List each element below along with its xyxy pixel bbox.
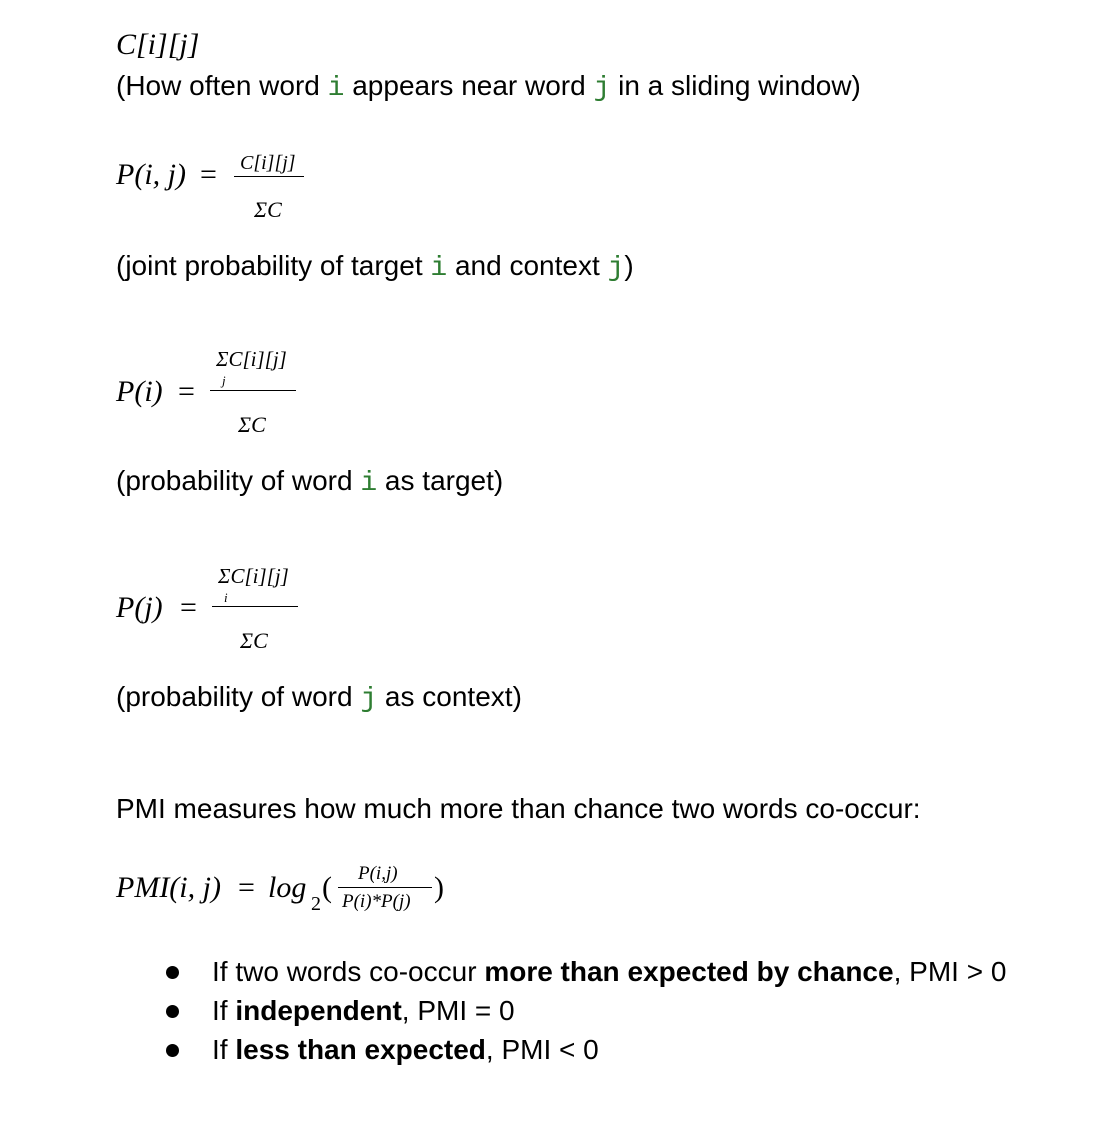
marginal-j-fraction-bar [212,606,298,607]
var-j: j [607,253,625,284]
marginal-j-equals: = [180,591,197,624]
var-j: j [593,73,611,104]
var-j: j [360,684,378,715]
marginal-i-equals: = [178,375,195,408]
pmi-close-paren: ) [434,871,444,904]
marginal-i-fraction-bar [210,390,296,391]
pmi-open-paren: ( [322,871,332,904]
pmi-denominator: P(i)*P(j) [342,891,411,912]
marginal-i-numerator: ΣC[i][j] [216,347,287,371]
list-item: If two words co-occur more than expected by chance, PMI > 0 [212,956,1007,987]
pmi-log-base: 2 [311,893,321,915]
pmi-numerator: P(i,j) [358,863,398,884]
marginal-j-sum-index: i [224,590,228,605]
bullet-dot [166,966,179,979]
var-i: i [360,468,378,499]
var-i: i [430,253,448,284]
joint-fraction-bar [234,176,304,177]
joint-lhs: P(i, j) [116,158,186,191]
bullet-dot [166,1005,179,1018]
list-item: If independent, PMI = 0 [212,995,515,1026]
pmi-fraction-bar [338,887,432,888]
pmi-log: log [268,871,307,904]
bullet-dot [166,1044,179,1057]
marginal-j-numerator: ΣC[i][j] [218,564,289,588]
joint-numerator: C[i][j] [240,152,296,174]
marginal-j-description: (probability of word j as context) [116,681,522,715]
marginal-i-description: (probability of word i as target) [116,465,504,499]
marginal-i-lhs: P(i) [116,375,163,408]
pmi-equals: = [238,871,255,904]
pmi-lhs: PMI(i, j) [116,871,221,904]
joint-description: (joint probability of target i and context j) [116,250,634,284]
count-description: (How often word i appears near word j in a sliding window) [116,70,861,104]
pmi-intro: PMI measures how much more than chance two words co-occur: [116,793,921,824]
marginal-j-denominator: ΣC [240,628,268,653]
list-item: If less than expected, PMI < 0 [212,1034,599,1065]
count-symbol: C[i][j] [116,28,200,61]
marginal-i-sum-index: j [222,373,226,388]
marginal-i-denominator: ΣC [238,412,266,437]
joint-denominator: ΣC [254,197,282,222]
marginal-j-lhs: P(j) [116,591,163,624]
var-i: i [327,73,345,104]
joint-equals: = [200,158,217,191]
